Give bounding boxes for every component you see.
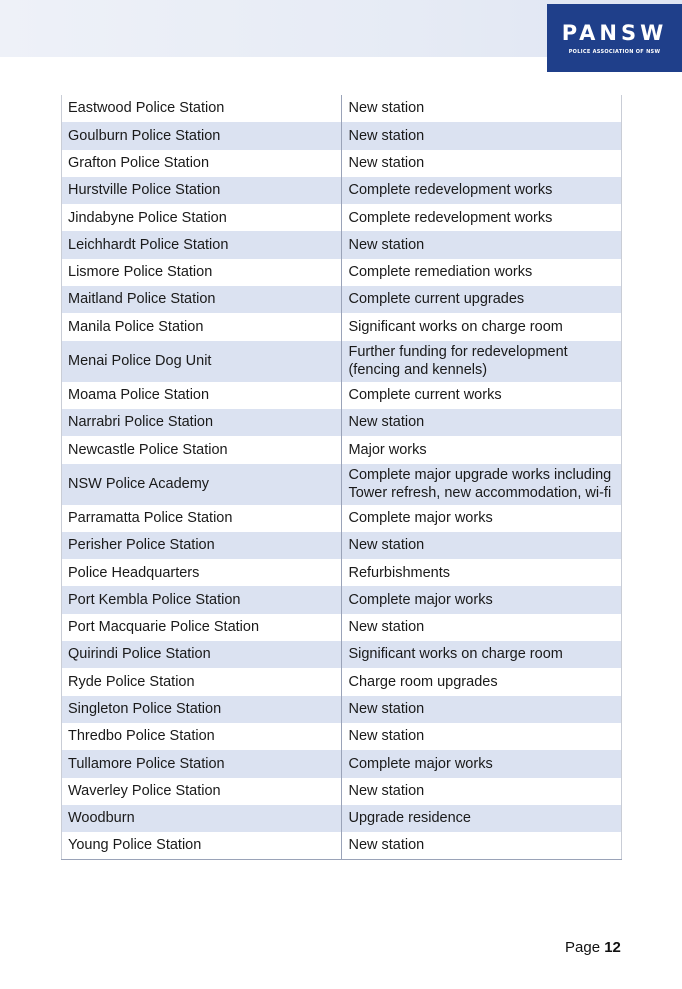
works-cell: Complete remediation works bbox=[342, 259, 622, 286]
table-row bbox=[62, 341, 622, 382]
location-cell: Newcastle Police Station bbox=[62, 436, 342, 463]
location-cell: Menai Police Dog Unit bbox=[62, 341, 342, 382]
location-cell: Woodburn bbox=[62, 805, 342, 832]
works-cell: Charge room upgrades bbox=[342, 668, 622, 695]
location-cell: Goulburn Police Station bbox=[62, 122, 342, 149]
works-cell: Complete major works bbox=[342, 750, 622, 777]
stations-table-body bbox=[62, 95, 622, 859]
location-cell: Narrabri Police Station bbox=[62, 409, 342, 436]
logo-title: PANSW bbox=[561, 20, 668, 45]
works-cell: Significant works on charge room bbox=[342, 641, 622, 668]
table-row bbox=[62, 150, 622, 177]
location-cell: Moama Police Station bbox=[62, 382, 342, 409]
table-row bbox=[62, 231, 622, 258]
works-cell: Refurbishments bbox=[342, 559, 622, 586]
table-row bbox=[62, 696, 622, 723]
table-row bbox=[62, 723, 622, 750]
table-row bbox=[62, 122, 622, 149]
location-cell: Singleton Police Station bbox=[62, 696, 342, 723]
location-cell: Thredbo Police Station bbox=[62, 723, 342, 750]
location-cell: Quirindi Police Station bbox=[62, 641, 342, 668]
table-row bbox=[62, 95, 622, 122]
table-row bbox=[62, 464, 622, 505]
location-cell: Port Kembla Police Station bbox=[62, 586, 342, 613]
location-cell: Lismore Police Station bbox=[62, 259, 342, 286]
works-cell: Upgrade residence bbox=[342, 805, 622, 832]
page-number bbox=[565, 939, 621, 956]
works-cell: New station bbox=[342, 409, 622, 436]
table-row bbox=[62, 778, 622, 805]
table-row bbox=[62, 614, 622, 641]
location-cell: Police Headquarters bbox=[62, 559, 342, 586]
location-cell: Perisher Police Station bbox=[62, 532, 342, 559]
works-cell: New station bbox=[342, 723, 622, 750]
works-cell: Further funding for redevelopment (fencing and kennels) bbox=[342, 341, 622, 382]
table-row bbox=[62, 382, 622, 409]
works-cell: New station bbox=[342, 614, 622, 641]
table-row bbox=[62, 313, 622, 340]
logo-subtitle: POLICE ASSOCIATION OF NSW bbox=[568, 48, 661, 55]
works-cell: Complete major works bbox=[342, 586, 622, 613]
location-cell: Ryde Police Station bbox=[62, 668, 342, 695]
works-cell: New station bbox=[342, 231, 622, 258]
works-cell: Complete major works bbox=[342, 505, 622, 532]
location-cell: Manila Police Station bbox=[62, 313, 342, 340]
location-cell: Leichhardt Police Station bbox=[62, 231, 342, 258]
page-label: Page bbox=[565, 939, 601, 956]
table-row bbox=[62, 559, 622, 586]
location-cell: Hurstville Police Station bbox=[62, 177, 342, 204]
location-cell: Grafton Police Station bbox=[62, 150, 342, 177]
works-cell: New station bbox=[342, 122, 622, 149]
works-cell: Complete current works bbox=[342, 382, 622, 409]
location-cell: NSW Police Academy bbox=[62, 464, 342, 505]
table-row bbox=[62, 286, 622, 313]
page-number-value: 12 bbox=[604, 939, 621, 956]
works-cell: Complete current upgrades bbox=[342, 286, 622, 313]
table-row bbox=[62, 505, 622, 532]
table-row bbox=[62, 532, 622, 559]
table-row bbox=[62, 177, 622, 204]
works-cell: Complete redevelopment works bbox=[342, 177, 622, 204]
location-cell: Waverley Police Station bbox=[62, 778, 342, 805]
table-row bbox=[62, 668, 622, 695]
works-cell: New station bbox=[342, 532, 622, 559]
pansw-logo bbox=[547, 4, 682, 72]
table-row bbox=[62, 259, 622, 286]
location-cell: Jindabyne Police Station bbox=[62, 204, 342, 231]
location-cell: Maitland Police Station bbox=[62, 286, 342, 313]
works-cell: New station bbox=[342, 95, 622, 122]
location-cell: Port Macquarie Police Station bbox=[62, 614, 342, 641]
table-row bbox=[62, 641, 622, 668]
location-cell: Young Police Station bbox=[62, 832, 342, 859]
location-cell: Parramatta Police Station bbox=[62, 505, 342, 532]
table-row bbox=[62, 750, 622, 777]
works-cell: Complete redevelopment works bbox=[342, 204, 622, 231]
table-row bbox=[62, 204, 622, 231]
table-row bbox=[62, 586, 622, 613]
works-cell: New station bbox=[342, 832, 622, 859]
location-cell: Eastwood Police Station bbox=[62, 95, 342, 122]
stations-table-container bbox=[61, 95, 622, 860]
table-row bbox=[62, 805, 622, 832]
works-cell: Major works bbox=[342, 436, 622, 463]
location-cell: Tullamore Police Station bbox=[62, 750, 342, 777]
table-row bbox=[62, 436, 622, 463]
works-cell: Significant works on charge room bbox=[342, 313, 622, 340]
table-row bbox=[62, 832, 622, 859]
stations-table bbox=[61, 95, 622, 860]
works-cell: New station bbox=[342, 778, 622, 805]
works-cell: New station bbox=[342, 696, 622, 723]
works-cell: Complete major upgrade works including Tower refresh, new accommodation, wi-fi bbox=[342, 464, 622, 505]
works-cell: New station bbox=[342, 150, 622, 177]
table-row bbox=[62, 409, 622, 436]
